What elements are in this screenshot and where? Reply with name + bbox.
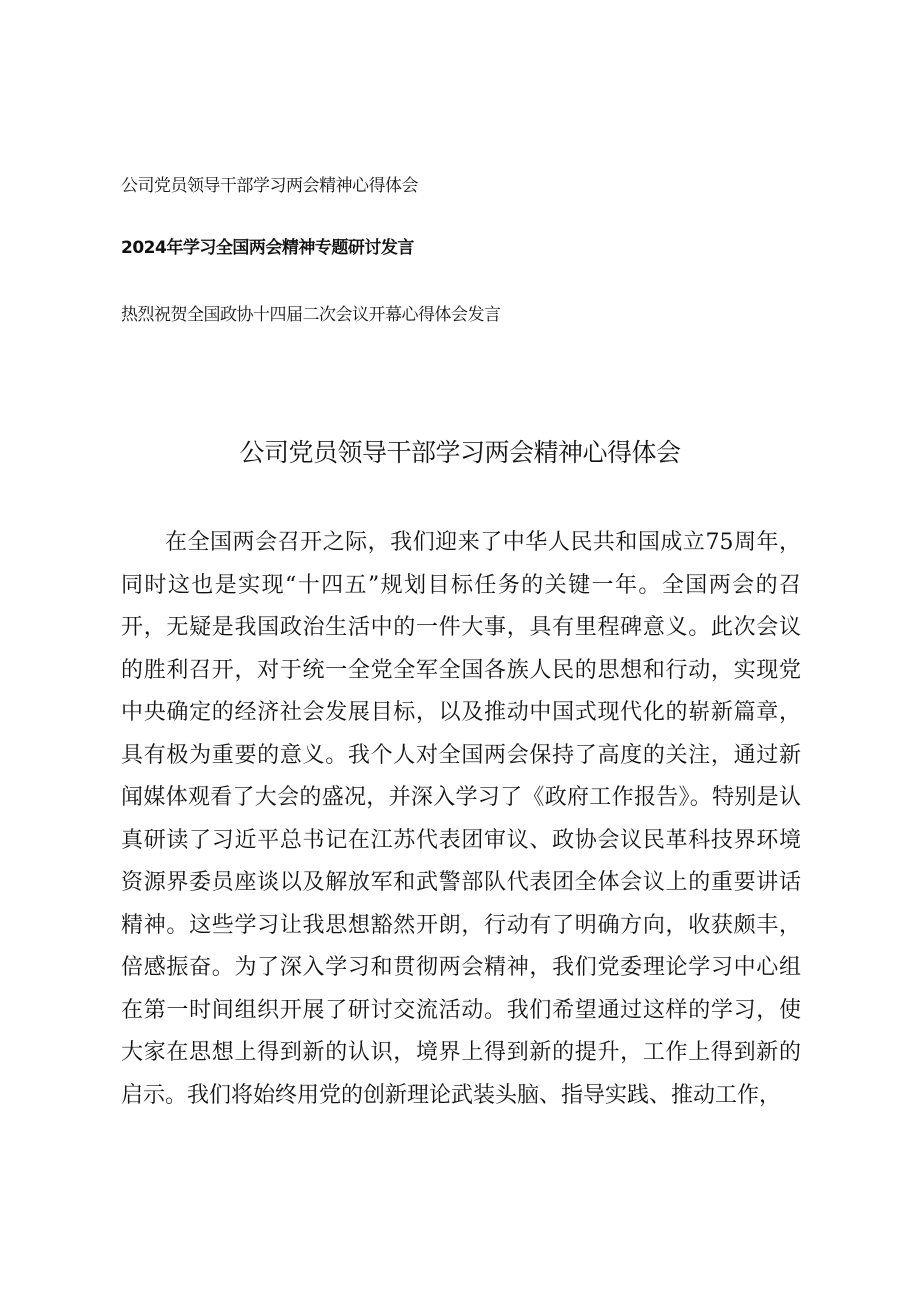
toc-item-2: 2024年学习全国两会精神专题研讨发言 xyxy=(121,238,414,258)
body-paragraph: 在全国两会召开之际，我们迎来了中华人民共和国成立75周年，同时这也是实现“十四五”规划目标任务的关键一年。全国两会的召开，无疑是我国政治生活中的一件大事，具有里程碑意义。此次会议的胜利召开，对于统一全党全军全国各族人民的思想和行动，实现党中央确定的经济社会发展目标，以及推动中国式现代化的崭新篇章，具有极为重要的意义。我个人对全国两会保持了高度的关注，通过新闻媒体观看了大会的盛况，并深入学习了《政府工作报告》。特别是认真研读了习近平总书记在江苏代表团审议、政协会议民革科技界环境资源界委员座谈以及解放军和武警部队代表团全体会议上的重要讲话精神。这些学习让我思想豁然开朗，行动有了明确方向，收获颇丰，倍感振奋。为了深入学习和贯彻两会精神，我们党委理论学习中心组在第一时间组织开展了研讨交流活动。我们希望通过这样的学习，使大家在思想上得到新的认识，境界上得到新的提升，工作上得到新的启示。我们将始终用党的创新理论武装头脑、指导实践、推动工作， xyxy=(121,530,801,1108)
toc-item-3: 热烈祝贺全国政协十四届二次会议开幕心得体会发言 xyxy=(121,305,501,325)
document-title: 公司党员领导干部学习两会精神心得体会 xyxy=(239,438,681,467)
toc-item-1: 公司党员领导干部学习两会精神心得体会 xyxy=(121,176,418,196)
